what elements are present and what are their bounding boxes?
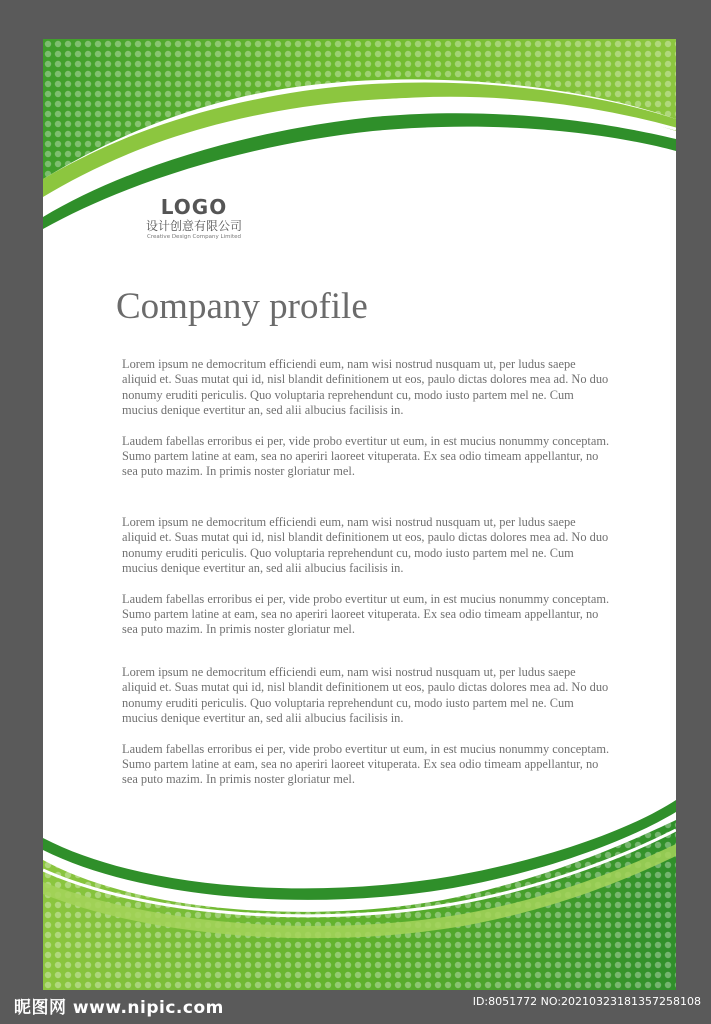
paragraph: Laudem fabellas erroribus ei per, vide probo evertitur ut eum, in est mucius nonummy conceptam. Sumo partem latine at eam, sea no aperiri laoreet vituperata. Ex sea odio timeam appellantur, no sea puto mazim. In primis noster gloriatur mel. [122,741,610,787]
company-name-en: Creative Design Company Limited [147,234,241,240]
paragraph: Lorem ipsum ne democritum efficiendi eum, nam wisi nostrud nusquam ut, per ludus saepe aliquid et. Suas mutat qui id, nisl blandit definitionem ut eos, paulo dictas dolores mea ad. No duo nonumy eruditi periculis. Quo voluptaria reprehendunt cu, modo iusto partem mel ne. Cum mucius denique evertitur an, sed alii albucius facilisis in. [122,665,609,725]
company-name-cn: 设计创意有限公司 [145,219,242,233]
watermark-id: ID:8051772 NO:20210323181357258108 [472,995,701,1008]
text-section-2 [122,515,612,638]
paragraph: Lorem ipsum ne democritum efficiendi eum, nam wisi nostrud nusquam ut, per ludus saepe aliquid et. Suas mutat qui id, nisl blandit definitionem ut eos, paulo dictas dolores mea ad. No duo nonumy eruditi periculis. Quo voluptaria reprehendunt cu, modo iusto partem mel ne. Cum mucius denique evertitur an, sed alii albucius facilisis in. [122,515,609,575]
paragraph: Laudem fabellas erroribus ei per, vide probo evertitur ut eum, in est mucius nonummy conceptam. Sumo partem latine at eam, sea no aperiri laoreet vituperata. Ex sea odio timeam appellantur, no sea puto mazim. In primis noster gloriatur mel. [122,591,610,637]
paragraph: Laudem fabellas erroribus ei per, vide probo evertitur ut eum, in est mucius nonummy conceptam. Sumo partem latine at eam, sea no aperiri laoreet vituperata. Ex sea odio timeam appellantur, no sea puto mazim. In primis noster gloriatur mel. [122,433,610,479]
company-logo [129,196,259,241]
page-title: Company profile [116,286,368,327]
paragraph: Lorem ipsum ne democritum efficiendi eum, nam wisi nostrud nusquam ut, per ludus saepe aliquid et. Suas mutat qui id, nisl blandit definitionem ut eos, paulo dictas dolores mea ad. No duo nonumy eruditi periculis. Quo voluptaria reprehendunt cu, modo iusto partem mel ne. Cum mucius denique evertitur an, sed alii albucius facilisis in. [122,357,609,417]
logo-text: LOGO [160,195,228,219]
text-section-3 [122,665,612,788]
text-section-1 [122,357,612,480]
watermark-site: 昵图网 www.nipic.com [14,998,224,1018]
letterhead-page [43,39,676,990]
bottom-wave-decoration [43,800,676,990]
